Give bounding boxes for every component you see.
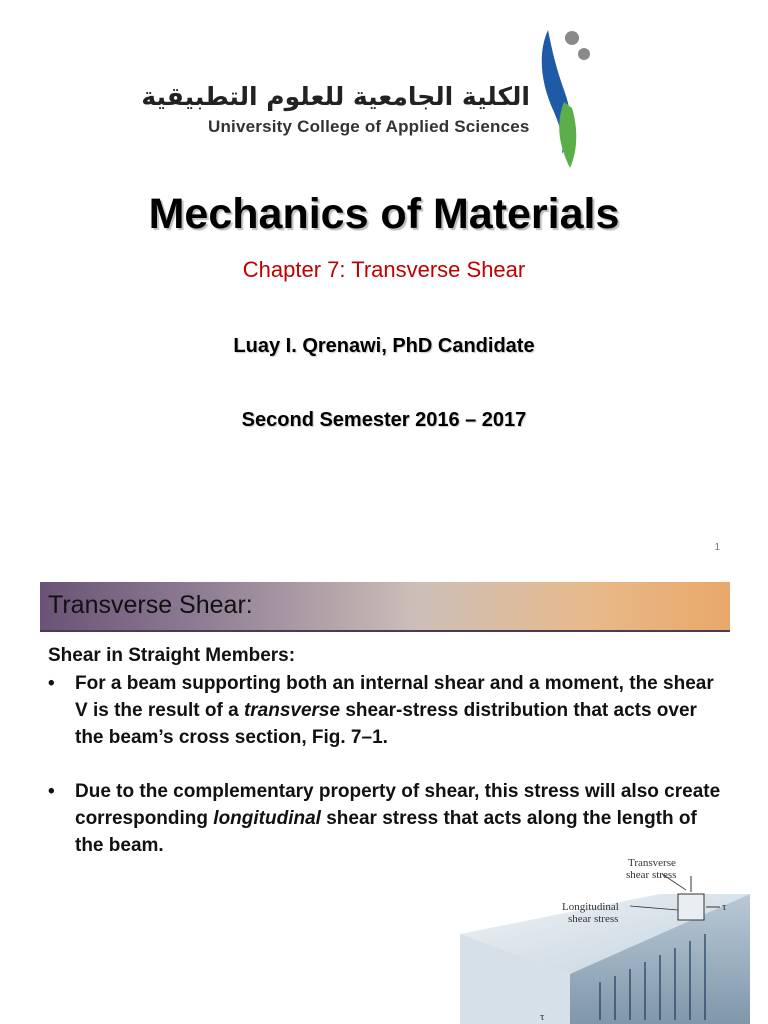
label-longitudinal-line2: shear stress — [568, 913, 619, 925]
label-transverse-line2: shear stress — [626, 869, 677, 881]
logo-english-name: University College of Applied Sciences — [208, 117, 530, 136]
bullet1-text-end: shear-stress distribution that acts over the beam’s cross section, Fig. 7–1. — [75, 700, 697, 748]
bullet2-text-end: shear stress that acts along the length of the beam. — [75, 808, 697, 856]
logo-dot-small — [578, 48, 590, 60]
bullet-item — [48, 670, 728, 751]
slide-header-bar — [40, 582, 730, 632]
college-logo — [141, 20, 610, 170]
chapter-subtitle: Chapter 7: Transverse Shear — [242, 257, 526, 282]
stress-element — [678, 894, 704, 920]
logo-green-stroke — [559, 102, 576, 168]
tau-symbol-bottom: τ — [540, 1011, 545, 1023]
bullet1-emphasis: transverse — [243, 700, 341, 721]
slide-page-number: 1 — [714, 542, 720, 553]
section-heading: Shear in Straight Members: — [48, 645, 296, 666]
slide-body — [48, 642, 728, 859]
content-slide — [0, 572, 768, 1024]
logo-dot-large — [565, 31, 579, 45]
bullet-dot: • — [48, 781, 55, 802]
bullet2-text-start: Due to the complementary property of shear, this stress will also create corresponding — [75, 781, 721, 829]
bullet-dot: • — [48, 673, 55, 694]
presentation-title: Mechanics of Materials — [148, 190, 620, 238]
bullet2-emphasis: longitudinal — [213, 808, 321, 829]
semester-label: Second Semester 2016 – 2017 — [241, 409, 527, 431]
tau-symbol-right: τ — [722, 901, 727, 913]
slide-header-title: Transverse Shear: — [48, 591, 253, 619]
bullet-item — [48, 778, 728, 859]
bullet1-text-start: For a beam supporting both an internal shear and a moment, the shear V is the result of a — [75, 673, 714, 721]
logo-emblem-icon — [534, 22, 604, 172]
beam-shear-figure — [450, 854, 768, 1024]
logo-arabic-name: الكلية الجامعية للعلوم التطبيقية — [141, 82, 530, 111]
label-longitudinal-line1: Longitudinal — [562, 901, 619, 913]
bullet-spacer — [48, 751, 728, 778]
label-transverse-line1: Transverse — [628, 857, 676, 869]
author-name: Luay I. Qrenawi, PhD Candidate — [233, 335, 535, 357]
